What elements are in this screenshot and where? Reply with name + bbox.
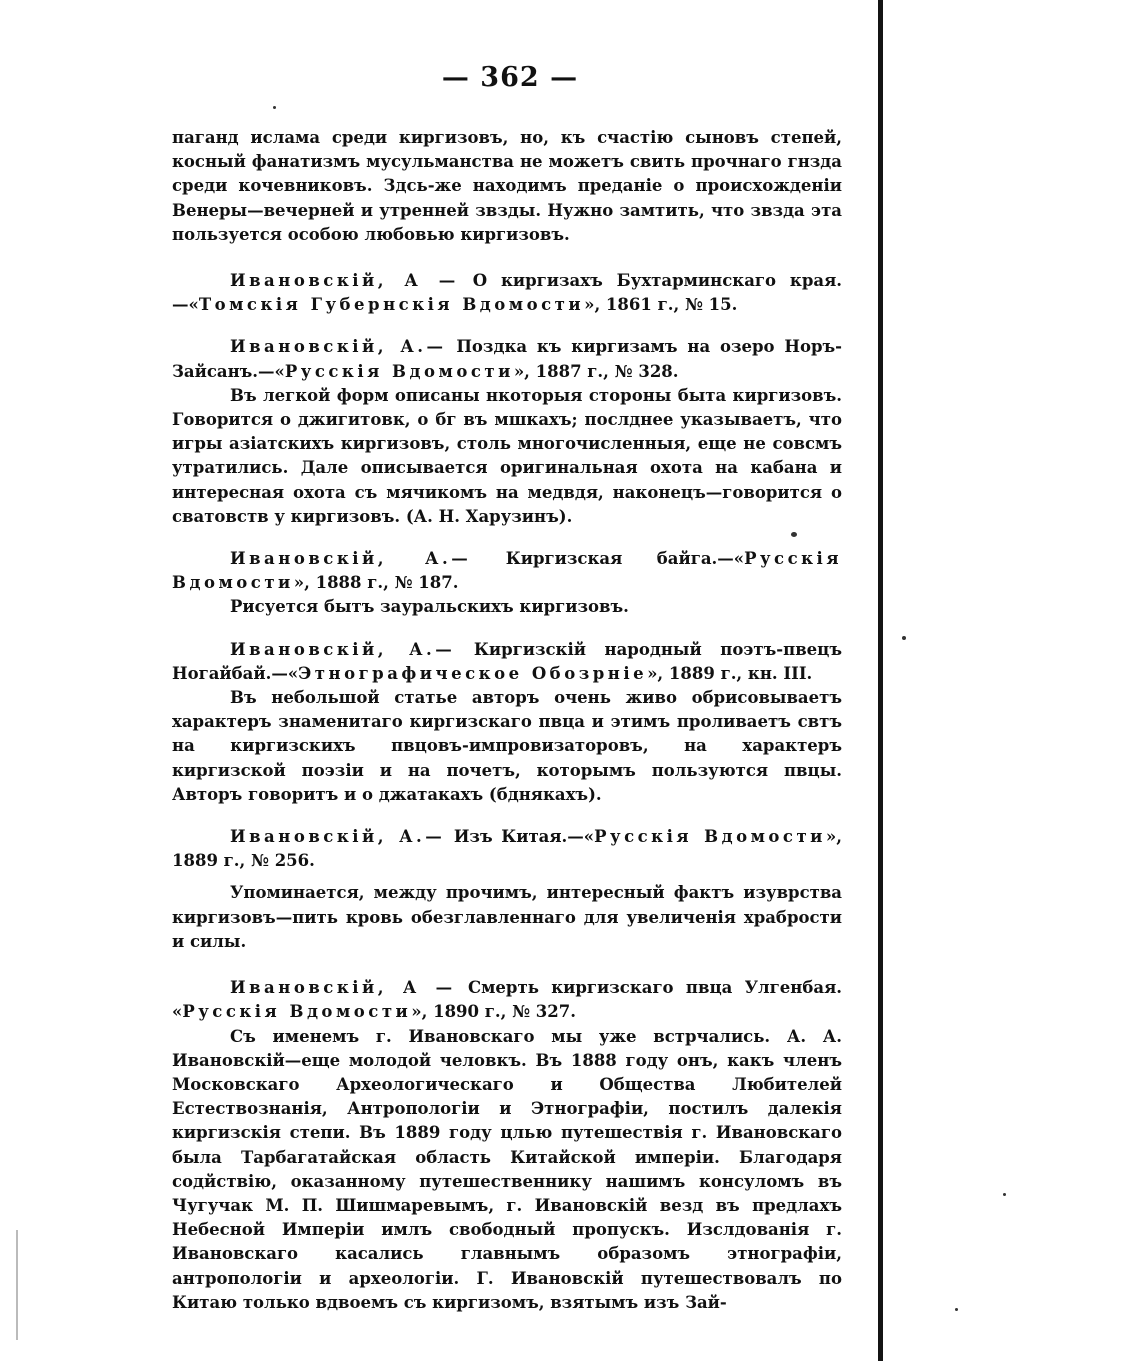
entry-details: », 1889 г., № 256. <box>172 827 842 871</box>
entry-annotation: Упоминается, между прочимъ, интересный фактъ изуврства киргизовъ—пить кровь обезглавленнаго для увеличенія храбрости и силы. <box>172 883 842 951</box>
entry-author: Ивановскій, А — <box>230 978 456 998</box>
scan-artifact-line <box>16 1230 18 1340</box>
entry-source: Русскія Вдомости <box>172 549 843 593</box>
entry-citation <box>172 547 842 595</box>
entry-citation <box>172 269 842 317</box>
scan-speck <box>902 636 906 640</box>
entry-title: Киргизскій народный поэтъ-пвецъ Ногайбай.—« <box>172 639 843 683</box>
entry-author: Ивановскій, А — <box>230 271 459 291</box>
entry-citation <box>172 638 842 686</box>
entry-title: Поздка къ киргизамъ на озеро Норъ-Зайсанъ.—« <box>172 337 842 381</box>
entry-details: », 1887 г., № 328. <box>513 361 679 381</box>
entry-citation <box>172 335 842 383</box>
main-text <box>172 126 842 1315</box>
entry-details: », 1861 г., № 15. <box>584 295 738 315</box>
page-number: — 362 — <box>441 62 579 93</box>
bibliography-entry <box>172 269 842 317</box>
entry-source: Русскія Вдомости <box>594 827 826 847</box>
entry-details: », 1890 г., № 327. <box>411 1002 576 1022</box>
entry-citation <box>172 976 842 1024</box>
entry-annotation: Въ небольшой статье авторъ очень живо обрисовываетъ характеръ знаменитаго киргизскаго пвца и этимъ проливаетъ свтъ на киргизскихъ пвцовъ-импровизаторовъ, на характеръ киргизской поэзіи и на почетъ, которымъ пользуются пвцы. Авторъ говоритъ и о джатакахъ (бднякахъ). <box>172 688 842 804</box>
entry-details: », 1889 г., кн. III. <box>647 663 813 683</box>
bibliography-entry <box>172 335 842 529</box>
entry-citation <box>172 825 842 873</box>
entry-source: Томскія Губернскія Вдомости <box>198 295 585 315</box>
entry-title: О киргизахъ Бухтарминскаго края.—« <box>172 271 843 315</box>
bibliography-entry <box>172 638 842 807</box>
entry-author: Ивановскій, А.— <box>230 337 447 357</box>
bibliography-entry <box>172 976 842 1315</box>
entry-title: Смерть киргизскаго пвца Улгенбая. « <box>172 978 843 1022</box>
entry-source: Русскія Вдомости <box>182 1002 412 1022</box>
entry-author: Ивановскій, А.— <box>230 639 456 659</box>
continuation-paragraph: паганд ислама среди киргизовъ, но, къ счастію сыновъ степей, косный фанатизмъ мусульманства не можетъ свить прочнаго гнзда среди кочевниковъ. Здсь-же находимъ преданіе о происхожденіи Венеры—вечерней и утренней звзды. Нужно замтить, что звзда эта пользуется особою любовью киргизовъ. <box>172 128 842 244</box>
scan-speck <box>273 106 276 109</box>
page-edge-line <box>878 0 883 1361</box>
entry-author: Ивановскій, А.— <box>230 549 472 569</box>
scan-speck <box>955 1308 958 1311</box>
entry-annotation: Рисуется бытъ зауральскихъ киргизовъ. <box>230 597 629 617</box>
scan-speck <box>1003 1193 1006 1196</box>
entry-annotation: Въ легкой форм описаны нкоторыя стороны быта киргизовъ. Говорится о джигитовк, о бг въ мшкахъ; послднее указываетъ, что игры азіатскихъ киргизовъ, столь многочисленныя, еще не совсмъ утратились. Дале описывается оригинальная охота на кабана и интересная охота съ мячикомъ на медвдя, наконецъ—говорится о сватовств у киргизовъ. (А. Н. Харузинъ). <box>172 385 842 526</box>
bibliography-entry <box>172 825 842 954</box>
entry-title: Изъ Китая.—« <box>453 827 595 847</box>
entry-source: Этнографическое Обозрніе <box>298 663 648 683</box>
entry-source: Русскія Вдомости <box>284 361 514 381</box>
entry-annotation: Съ именемъ г. Ивановскаго мы уже встрчались. А. А. Ивановскій—еще молодой человкъ. Въ 1888 году онъ, какъ членъ Московскаго Археологическаго и Общества Любителей Естествознанія, Антропологіи и Этнографіи, постилъ далекія киргизскія степи. Въ 1889 году цлью путешествія г. Ивановскаго была Тарбагатайская область Китайской имперіи. Благодаря содйствію, оказанному путешественнику нашимъ консуломъ въ Чугучак М. П. Шишмаревымъ, г. Ивановскій везд въ предлахъ Небесной Имперіи имлъ свободный пропускъ. Изслдованія г. Ивановскаго касались главнымъ образомъ этнографіи, антропологіи и археологіи. Г. Ивановскій путешествовалъ по Китаю только вдвоемъ съ киргизомъ, взятымъ изъ Зай- <box>172 1026 842 1312</box>
entry-details: », 1888 г., № 187. <box>293 573 459 593</box>
entry-title: Киргизская байга.—« <box>505 549 745 569</box>
bibliography-entry <box>172 547 842 620</box>
entry-author: Ивановскій, А.— <box>230 827 446 847</box>
